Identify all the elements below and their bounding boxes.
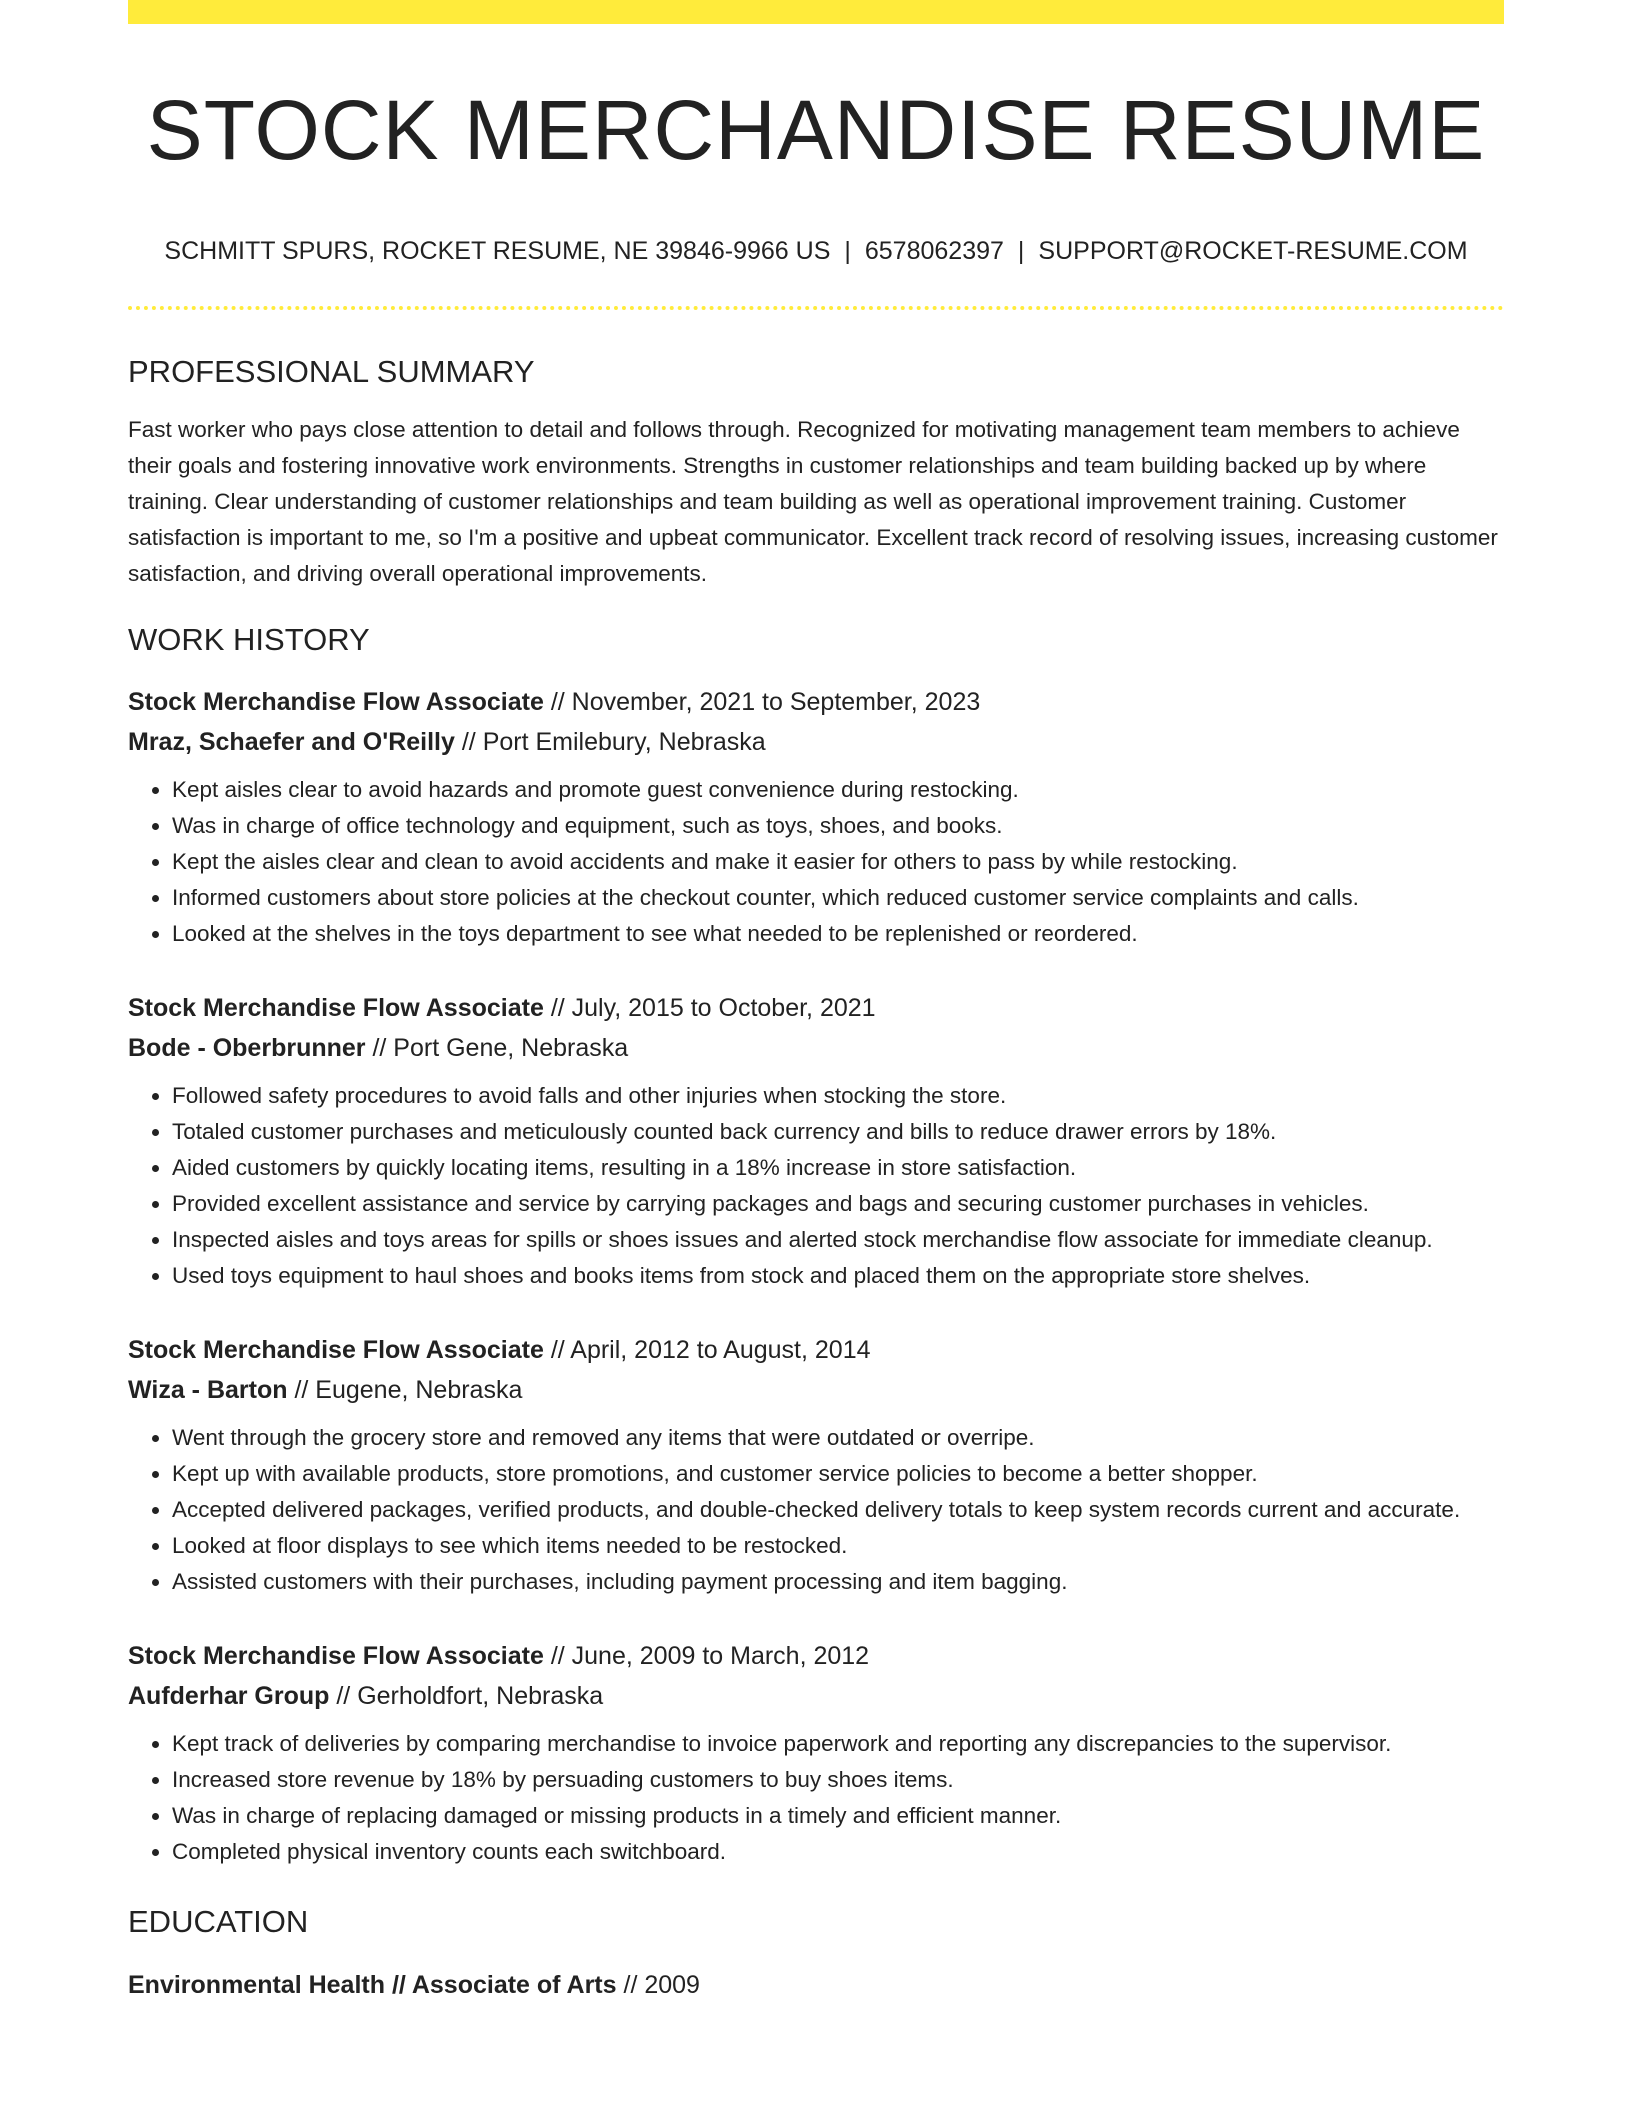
job-bullet: • Informed customers about store policies at the checkout counter, which reduced customer service complaints and calls. <box>172 880 1504 916</box>
job-bullet: • Kept the aisles clear and clean to avoid accidents and make it easier for others to pass by while restocking. <box>172 844 1504 880</box>
job-bullet: • Completed physical inventory counts each switchboard. <box>172 1834 1504 1870</box>
job-company-line <box>128 1676 1504 1716</box>
job-company-line <box>128 1370 1504 1410</box>
contact-address: SCHMITT SPURS, ROCKET RESUME, NE 39846-9966 US <box>164 237 831 265</box>
education-year: // 2009 <box>616 1971 700 1999</box>
job-entry <box>128 682 1504 952</box>
job-company: Bode - Oberbrunner <box>128 1034 366 1062</box>
work-history-heading: WORK HISTORY <box>128 622 370 657</box>
job-bullets <box>128 772 1504 952</box>
job-bullet: • Aided customers by quickly locating items, resulting in a 18% increase in store satisfaction. <box>172 1150 1504 1186</box>
job-location: // Port Gene, Nebraska <box>365 1034 629 1062</box>
job-title: Stock Merchandise Flow Associate <box>128 1642 544 1670</box>
job-company: Mraz, Schaefer and O'Reilly <box>128 728 455 756</box>
accent-top-bar <box>128 0 1504 24</box>
job-bullet: • Kept aisles clear to avoid hazards and promote guest convenience during restocking. <box>172 772 1504 808</box>
contact-line <box>128 236 1504 266</box>
resume-page <box>128 0 1504 2000</box>
job-bullet: • Was in charge of office technology and equipment, such as toys, shoes, and books. <box>172 808 1504 844</box>
job-title-line <box>128 988 1504 1028</box>
job-bullet: • Used toys equipment to haul shoes and books items from stock and placed them on the appropriate store shelves. <box>172 1258 1504 1294</box>
job-bullet: • Kept up with available products, store promotions, and customer service policies to become a better shopper. <box>172 1456 1504 1492</box>
education-heading: EDUCATION <box>128 1904 309 1939</box>
job-bullet: • Increased store revenue by 18% by persuading customers to buy shoes items. <box>172 1762 1504 1798</box>
job-bullets <box>128 1726 1504 1870</box>
job-company: Wiza - Barton <box>128 1376 288 1404</box>
job-entry <box>128 988 1504 1294</box>
job-company-line <box>128 1028 1504 1068</box>
job-dates: // November, 2021 to September, 2023 <box>543 688 981 716</box>
summary-heading: PROFESSIONAL SUMMARY <box>128 354 535 389</box>
job-bullet: • Inspected aisles and toys areas for spills or shoes issues and alerted stock merchandise flow associate for immediate cleanup. <box>172 1222 1504 1258</box>
job-bullets <box>128 1078 1504 1294</box>
contact-separator: | <box>844 237 851 265</box>
dotted-divider <box>128 306 1504 310</box>
contact-phone: 6578062397 <box>864 237 1004 265</box>
job-location: // Gerholdfort, Nebraska <box>329 1682 604 1710</box>
job-bullet: • Looked at floor displays to see which items needed to be restocked. <box>172 1528 1504 1564</box>
job-title-line <box>128 1330 1504 1370</box>
job-company-line <box>128 722 1504 762</box>
job-bullet: • Followed safety procedures to avoid falls and other injuries when stocking the store. <box>172 1078 1504 1114</box>
job-bullet: • Kept track of deliveries by comparing merchandise to invoice paperwork and reporting any discrepancies to the supervisor. <box>172 1726 1504 1762</box>
job-bullet: • Looked at the shelves in the toys department to see what needed to be replenished or reordered. <box>172 916 1504 952</box>
work-history-list <box>128 682 1504 1870</box>
job-bullet: • Assisted customers with their purchases, including payment processing and item bagging. <box>172 1564 1504 1600</box>
job-company: Aufderhar Group <box>128 1682 330 1710</box>
job-title-line <box>128 1636 1504 1676</box>
job-title: Stock Merchandise Flow Associate <box>128 688 544 716</box>
job-location: // Port Emilebury, Nebraska <box>454 728 766 756</box>
job-dates: // July, 2015 to October, 2021 <box>543 994 876 1022</box>
job-location: // Eugene, Nebraska <box>287 1376 523 1404</box>
resume-title: STOCK MERCHANDISE RESUME <box>146 83 1486 177</box>
job-bullet: • Provided excellent assistance and service by carrying packages and bags and securing customer purchases in vehicles. <box>172 1186 1504 1222</box>
job-bullets <box>128 1420 1504 1600</box>
job-bullet: • Went through the grocery store and removed any items that were outdated or overripe. <box>172 1420 1504 1456</box>
job-dates: // April, 2012 to August, 2014 <box>543 1336 871 1364</box>
job-bullet: • Was in charge of replacing damaged or missing products in a timely and efficient manner. <box>172 1798 1504 1834</box>
contact-separator: | <box>1017 237 1025 265</box>
job-bullet: • Totaled customer purchases and meticulously counted back currency and bills to reduce drawer errors by 18%. <box>172 1114 1504 1150</box>
job-title: Stock Merchandise Flow Associate <box>128 994 544 1022</box>
education-entry <box>128 1970 1504 2000</box>
contact-email: SUPPORT@ROCKET-RESUME.COM <box>1038 237 1468 265</box>
job-entry <box>128 1636 1504 1870</box>
job-entry <box>128 1330 1504 1600</box>
summary-text: Fast worker who pays close attention to detail and follows through. Recognized for motivating management team members to achieve their goals and fostering innovative work environments. Strengths in customer relationships and team building backed up by where training. Clear understanding of customer relationships and team building as well as operational improvement training. Customer satisfaction is important to me, so I'm a positive and upbeat communicator. Excellent track record of resolving issues, increasing customer satisfaction, and driving overall operational improvements. <box>128 417 1498 586</box>
job-title-line <box>128 682 1504 722</box>
job-dates: // June, 2009 to March, 2012 <box>543 1642 870 1670</box>
job-bullet: • Accepted delivered packages, verified products, and double-checked delivery totals to keep system records current and accurate. <box>172 1492 1504 1528</box>
job-title: Stock Merchandise Flow Associate <box>128 1336 544 1364</box>
education-field: Environmental Health // Associate of Arts <box>128 1971 617 1999</box>
